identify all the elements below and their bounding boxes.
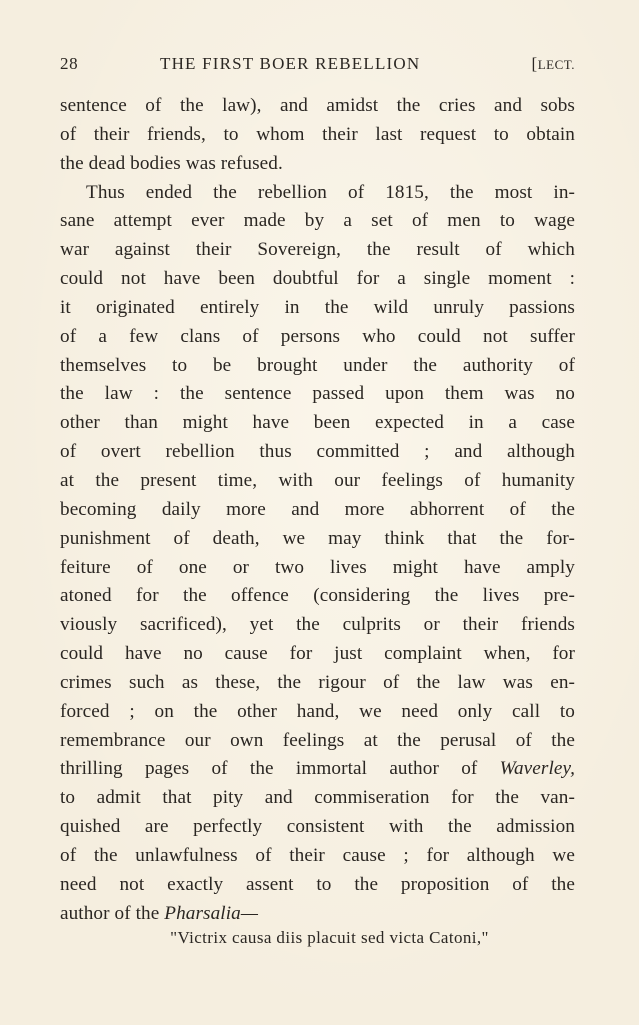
text-line-content: to admit that pity and commiseration for the van- xyxy=(60,787,575,809)
text-line xyxy=(60,352,575,381)
text-line xyxy=(60,669,575,698)
text-line-content: atoned for the offence (considering the lives pre- xyxy=(60,585,575,607)
text-line-content: feiture of one or two lives might have amply xyxy=(60,556,575,578)
text-line-content: could not have been doubtful for a single moment : xyxy=(60,268,575,290)
quote-text: "Victrix causa diis placuit sed victa Catoni," xyxy=(170,928,489,947)
text-line xyxy=(60,438,575,467)
text-line xyxy=(60,554,575,583)
section-marker: [LECT. xyxy=(531,54,575,73)
text-line xyxy=(60,294,575,323)
text-line-content: at the present time, with our feelings of humanity xyxy=(60,469,575,491)
text-line-content: crimes such as these, the rigour of the law was en- xyxy=(60,671,575,693)
text-line-content: other than might have been expected in a case xyxy=(60,412,575,434)
text-line-content: of the unlawfulness of their cause ; for although we xyxy=(60,844,575,866)
text-line xyxy=(60,496,575,525)
section-marker-text: LECT. xyxy=(537,57,575,72)
text-line xyxy=(60,409,575,438)
text-line-content: need not exactly assent to the proposition of the xyxy=(60,873,575,895)
text-line xyxy=(60,92,575,121)
text-line-content: becoming daily more and more abhorrent of the xyxy=(60,498,575,520)
text-line xyxy=(60,698,575,727)
page-number: 28 xyxy=(60,54,79,73)
running-title: THE FIRST BOER REBELLION xyxy=(160,54,421,73)
text-line xyxy=(60,323,575,352)
text-line-content: viously sacrificed), yet the culprits or their friends xyxy=(60,614,575,636)
text-line xyxy=(60,813,575,842)
text-line-content: themselves to be brought under the authority of xyxy=(60,354,575,376)
text-line-content: sane attempt ever made by a set of men to wage xyxy=(60,210,575,232)
text-line xyxy=(60,179,575,208)
text-line-content: of overt rebellion thus committed ; and although xyxy=(60,441,575,463)
text-line-content: sentence of the law), and amidst the cries and sobs xyxy=(60,95,575,116)
running-header xyxy=(60,54,575,80)
text-line xyxy=(60,611,575,640)
text-line-content: of their friends, to whom their last request to obtain xyxy=(60,123,575,145)
italic-title: Pharsalia— xyxy=(164,902,259,924)
body-text xyxy=(60,92,575,928)
text-line-content: could have no cause for just complaint when, for xyxy=(60,643,575,665)
text-line xyxy=(60,265,575,294)
text-line-content: the dead bodies was refused. xyxy=(60,152,283,174)
text-line xyxy=(60,784,575,813)
text-line xyxy=(60,525,575,554)
text-line xyxy=(60,150,575,179)
text-line xyxy=(60,582,575,611)
text-line xyxy=(60,467,575,496)
italic-title: Waverley, xyxy=(499,758,575,780)
block-quote xyxy=(0,928,639,948)
text-line-content: war against their Sovereign, the result of which xyxy=(60,239,575,261)
text-line-content: remembrance our own feelings at the perusal of the xyxy=(60,729,575,751)
text-line xyxy=(60,380,575,409)
text-line-content: the law : the sentence passed upon them was no xyxy=(60,383,575,405)
text-line xyxy=(60,121,575,150)
text-line xyxy=(60,236,575,265)
text-line xyxy=(60,727,575,756)
text-line-content: author of the xyxy=(60,902,160,924)
text-line xyxy=(60,871,575,900)
text-line-content: thrilling pages of the immortal author of xyxy=(60,758,478,780)
text-line-content: Thus ended the rebellion of 1815, the most in- xyxy=(86,181,575,203)
text-line-content: of a few clans of persons who could not suffer xyxy=(60,325,575,347)
text-line xyxy=(60,842,575,871)
text-line-content: forced ; on the other hand, we need only call to xyxy=(60,700,575,722)
text-line xyxy=(60,207,575,236)
text-line-content: it originated entirely in the wild unruly passions xyxy=(60,296,575,318)
text-line-content: punishment of death, we may think that the for- xyxy=(60,527,575,549)
text-line xyxy=(60,900,575,929)
text-line-content: quished are perfectly consistent with the admission xyxy=(60,816,575,838)
text-line xyxy=(60,755,575,784)
text-line xyxy=(60,640,575,669)
